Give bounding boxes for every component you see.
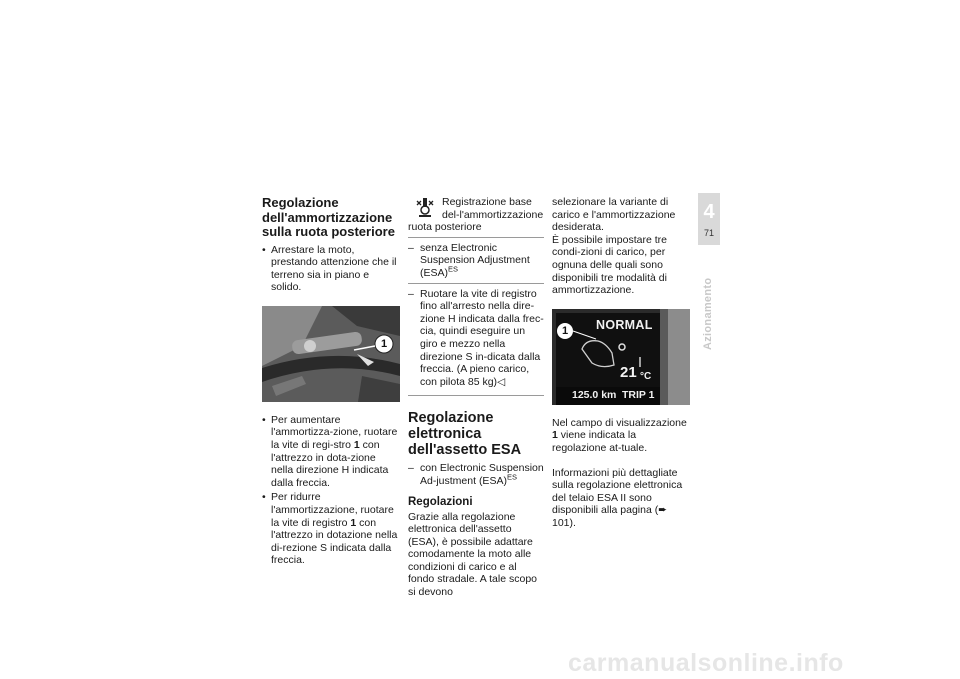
display-temperature-unit: °C	[640, 370, 652, 382]
info-box-list	[408, 242, 544, 280]
end-marker: ◁	[497, 375, 506, 388]
esa-display-photo	[552, 309, 690, 405]
rear-shock-illustration	[262, 306, 400, 402]
display-label-1: 1	[561, 324, 569, 337]
bullet-list-2	[262, 414, 400, 567]
info-box-header	[408, 196, 544, 234]
column-1	[262, 196, 400, 569]
chapter-number: 4	[703, 201, 715, 223]
page-number: 71	[703, 228, 714, 238]
paragraph: selezionare la variante di carico e l'ammortizzazione desiderata.	[552, 196, 676, 234]
bullet-item: • Arrestare la moto, prestando attenzione che il terreno sia in piano e solido.	[262, 244, 400, 294]
paragraph: È possibile impostare tre condi-zioni di carico, per ognuna delle quali sono disponibili tre modalità di ammortizzazione.	[552, 233, 667, 297]
watermark: carmanualsonline.info	[568, 649, 844, 677]
bullet-item: • Per ridurre l'ammortizzazione, ruotare la vite di registro 1 con l'attrezzo in dotazione nella di-rezione S indicata dalla freccia.	[262, 491, 400, 567]
photo-label-1: 1	[380, 337, 388, 350]
info-box-base-setting	[408, 196, 544, 396]
column-2	[408, 196, 544, 599]
display-odometer: 125.0 km	[572, 388, 617, 401]
paragraph: Nel campo di visualizzazione 1 viene indicata la regolazione at-tuale.	[552, 416, 687, 454]
esa-equipment-list	[408, 462, 544, 487]
chapter-title: Azionamento	[702, 277, 714, 350]
tool-adjust-icon	[414, 197, 436, 219]
info-box-divider	[408, 237, 544, 280]
info-box-divider	[408, 283, 544, 389]
display-trip: TRIP 1	[622, 388, 655, 401]
rear-shock-photo	[262, 306, 400, 402]
column-3	[552, 196, 690, 530]
info-box-item: – senza Electronic Suspension Adjustment (ESA)$^{ES}$	[408, 242, 544, 280]
chapter-tab	[698, 193, 720, 245]
info-box-title: Registrazione base del-l'ammortizzazione ruota posteriore	[408, 196, 544, 234]
info-box-list	[408, 288, 544, 389]
display-temperature: 21	[620, 363, 637, 381]
section-heading-rear-damping: Regolazione dell'ammortizzazione sulla ruota posteriore	[262, 195, 395, 239]
subheading-regolazioni: Regolazioni	[408, 495, 473, 508]
paragraph: Grazie alla regolazione elettronica dell'assetto (ESA), è possibile adattare comodamente la moto alle condizioni di carico e al fondo stradale. A tale scopo si devono	[408, 510, 538, 599]
paragraph: Informazioni più dettagliate sulla regolazione elettronica del telaio ESA II sono disponibili alla pagina (➨ 101).	[552, 466, 683, 529]
display-mode: NORMAL	[596, 317, 653, 332]
section-heading-esa: Regolazione elettronica dell'assetto ESA	[408, 410, 522, 459]
info-box-item: – Ruotare la vite di registro fino all'arresto nella dire-zione H indicata dalla frec-cia, quindi eseguire un giro e mezzo nella direzione S in-dicata dalla freccia. (A pieno carico, con pilota 85 kg)◁	[408, 288, 544, 389]
bullet-item: • Per aumentare l'ammortizza-zione, ruotare la vite di regi-stro 1 con l'attrezzo in dota-zione nella direzione H indicata dalla freccia.	[262, 414, 400, 490]
dash-item: – con Electronic Suspension Ad-justment (ESA)$^{ES}$	[408, 462, 544, 487]
bullet-list-1	[262, 244, 400, 294]
